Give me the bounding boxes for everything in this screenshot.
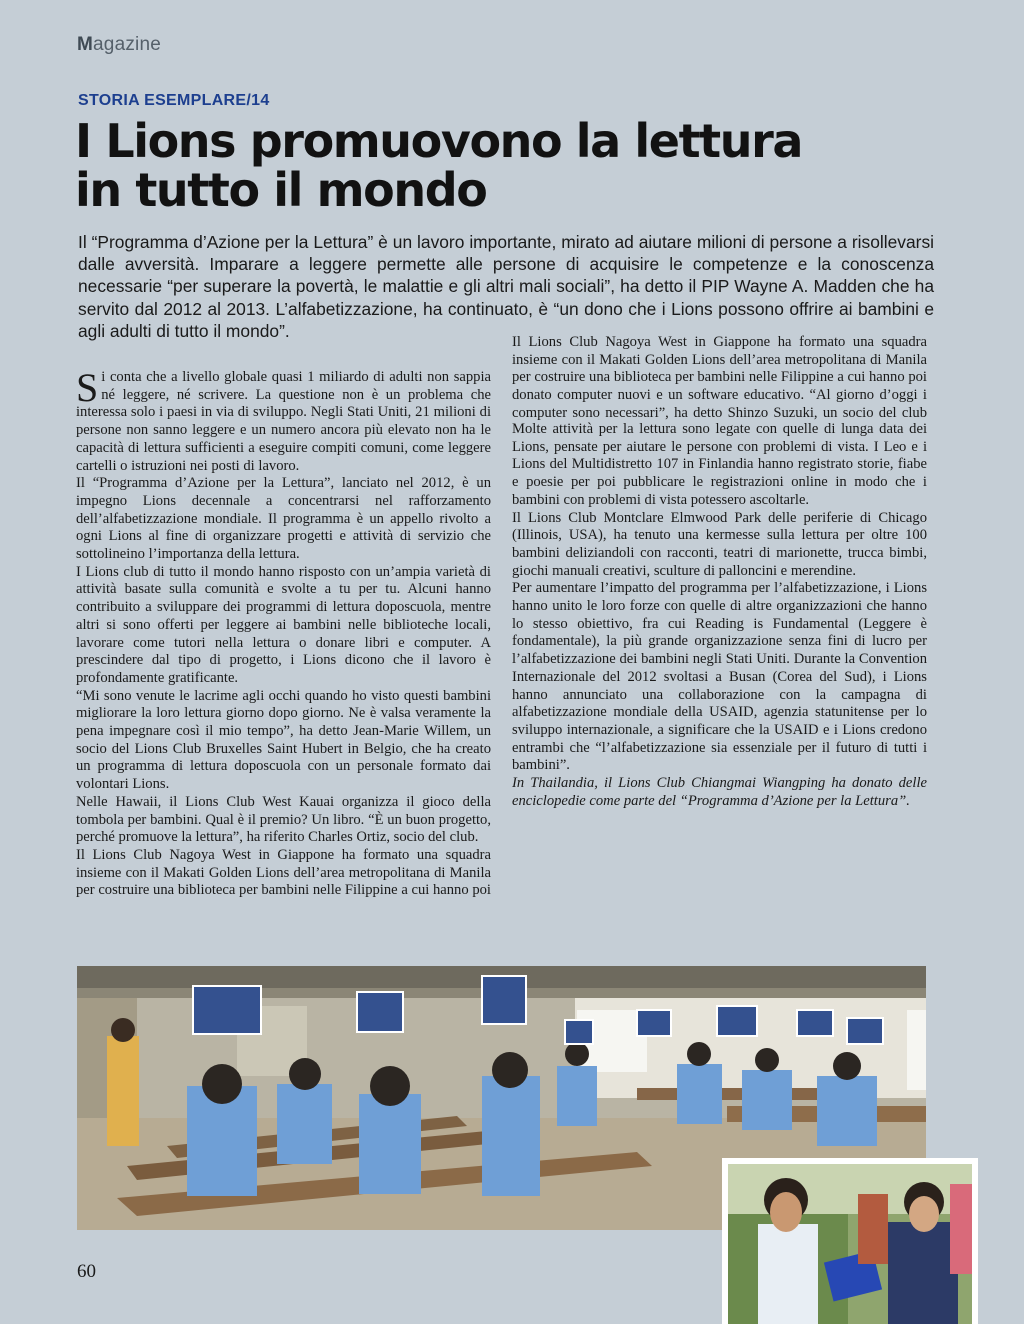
page-number: 60	[77, 1261, 96, 1282]
dropcap: S	[76, 365, 99, 410]
photo-caption: In Thailandia, il Lions Club Chiangmai Wiangping ha donato delle enciclopedie come parte del “Programma d’Azione per la Lettura”.	[512, 775, 927, 809]
body-paragraph-3: I Lions club di tutto il mondo hanno risposto con un’ampia varietà di attività basate sulla comunità e svolte a tu per tu. Alcuni hanno contribuito a sviluppare dei programmi di lettura doposcuola, mentre altri si sono offerti per leggere ai bambini nelle biblioteche locali, lavorare come tutori nella lettura o donare libri e computer. A prescindere dal tipo di progetto, i Lions dicono che il lavoro è profondamente gratificante.	[76, 563, 491, 686]
body-paragraph-2: Il “Programma d’Azione per la Lettura”, lanciato nel 2012, è un impegno Lions decennale a concentrarsi nel rafforzamento dell’alfabetizzazione mondiale. Il programma è un appello rivolto a ogni Lions al fine di organizzare progetti e attività di servizio che sottolineino l’importanza della lettura.	[76, 475, 491, 563]
article-title	[75, 114, 955, 217]
body-paragraph-6-copy: Il Lions Club Nagoya West in Giappone ha formato una squadra insieme con il Makati Golden Lions dell’area metropolitana di Manila per costruire una biblioteca per bambini nelle Filippine a cui hanno poi donato computer nuovi e un software educativo. “Al giorno d’oggi i computer sono necessari”, ha detto Shinzo Suzuki, un socio del club	[512, 334, 927, 421]
article-column-right	[512, 334, 927, 810]
title-line-2: in tutto il mondo	[75, 163, 487, 217]
body-paragraph-7: Molte attività per la lettura sono legate con quelle di lunga data dei Lions, pensate per aiutare le persone con problemi di vista. I Leo e i Lions del Multidistretto 107 in Finlandia hanno registrato storie, fiabe e poesie per poi pubblicare le registrazioni online in modo che i bambini con problemi di vista potessero ascoltarle.	[512, 421, 927, 508]
body-paragraph-5: Nelle Hawaii, il Lions Club West Kauai organizza il gioco della tombola per bambini. Qual è il premio? Un libro. “È un buon progetto, perché promuove la lettura”, ha riferito Charles Ortiz, socio del club.	[76, 793, 491, 846]
body-paragraph-9: Per aumentare l’impatto del programma per l’alfabetizzazione, i Lions hanno unito le loro forze con quelle di altre organizzazioni che hanno lo stesso obiettivo, fra cui Reading is Fundamental (Leggere è fondamentale), la più grande organizzazione senza fini di lucro per l’alfabetizzazione dei bambini negli Stati Uniti. Durante la Convention Internazionale del 2012 svoltasi a Busan (Corea del Sud), i Lions hanno annunciato una collaborazione con la campagna di alfabetizzazione mondiale della USAID, agenzia statunitense per lo sviluppo internazionale, a significare che la USAID e i Lions credono entrambi che “l’alfabetizzazione sia essenziale per il futuro di tutti i bambini”.	[512, 580, 927, 774]
article-lede: Il “Programma d’Azione per la Lettura” è un lavoro importante, mirato ad aiutare milioni di persone a risollevarsi dalle avversità. Imparare a leggere permette alle persone di acquisire le competenze e la conoscenza necessarie “per superare la povertà, le malattie e gli altri mali sociali”, ha detto il PIP Wayne A. Madden che ha servito dal 2012 al 2013. L’alfabetizzazione, ha continuato, è “un dono che i Lions possono offrire ai bambini e agli adulti di tutto il mondo”.	[78, 232, 934, 341]
article-column-left	[76, 365, 491, 901]
body-paragraph-6-continued	[512, 334, 927, 421]
body-paragraph-4: “Mi sono venute le lacrime agli occhi quando ho visto questi bambini migliorare la loro lettura giorno dopo giorno. Ne è valsa veramente la pena impegnare così il mio tempo”, ha detto Jean-Marie Willem, un socio del Lions Club Bruxelles Saint Hubert in Belgio, che ha creato un programma di lettura doposcuola con un personale formato dai volontari Lions.	[76, 687, 491, 793]
body-paragraph-6: Il Lions Club Nagoya West in Giappone ha formato una squadra insieme con il Makati Golden Lions dell’area metropolitana di Manila per costruire una biblioteca per bambini nelle Filippine a cui hanno poi	[76, 846, 491, 899]
inset-photo-illustration	[728, 1164, 972, 1324]
body-paragraph-1: Si conta che a livello globale quasi 1 miliardo di adulti non sappia né leggere, né scrivere. La questione non è un problema che interessa solo i paesi in via di sviluppo. Negli Stati Uniti, 21 milioni di persone non sanno leggere e un numero ancora più elevato non ha le capacità di lettura sufficienti a eseguire compiti comuni, come leggere cartelli o istruzioni nei posti di lavoro.	[76, 365, 491, 474]
title-line-1: I Lions promuovono la lettura	[75, 114, 803, 168]
body-paragraph-8: Il Lions Club Montclare Elmwood Park delle periferie di Chicago (Illinois, USA), ha tenuto una kermesse sulla lettura per oltre 100 bambini deliziandoli con racconti, teatri di marionette, trucca bimbi, giochi manuali creativi, sculture di palloncini e merendine.	[512, 509, 927, 579]
inset-photo	[722, 1158, 978, 1324]
magazine-section-label: Magazine	[77, 34, 161, 55]
series-kicker: STORIA ESEMPLARE/14	[78, 92, 270, 109]
